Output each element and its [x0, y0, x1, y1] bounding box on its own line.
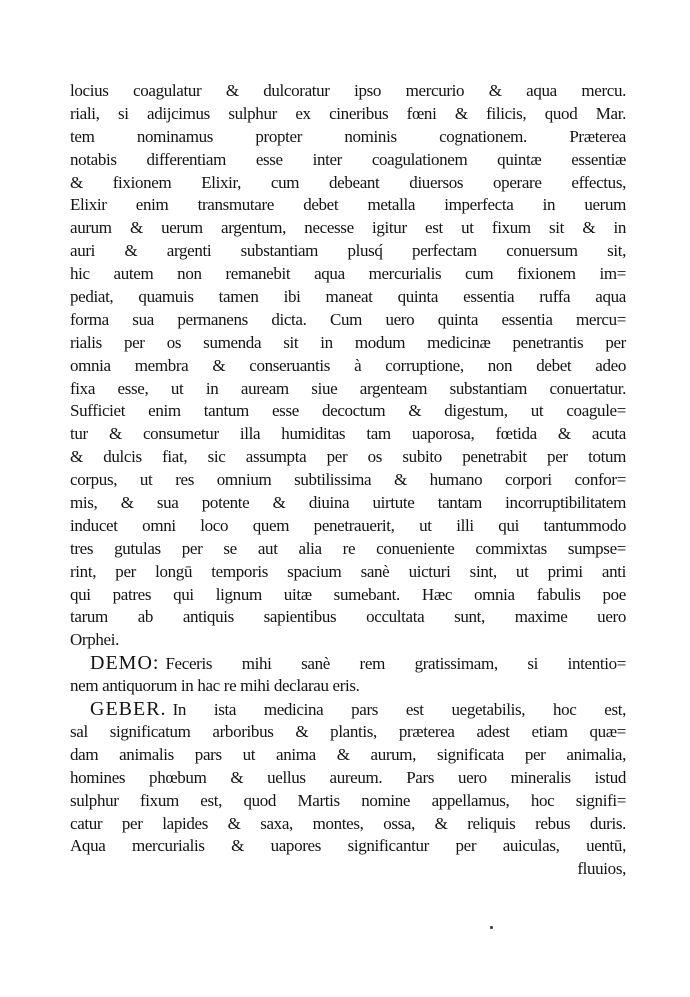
line-text: & fixionem Elixir, cum debeant diuersos operare effectus, — [70, 172, 626, 192]
line-text: Elixir enim transmutare debet metalla imperfecta in uerum — [70, 195, 626, 215]
text-line — [70, 423, 626, 446]
line-text: Aqua mercurialis & uapores significantur per auiculas, uentū, — [70, 836, 626, 856]
line-text: riali, si adijcimus sulphur ex cineribus fœni & filicis, quod Mar. — [70, 103, 626, 123]
line-text: homines phœbum & uellus aureum. Pars uero mineralis istud — [70, 767, 626, 787]
text-line — [70, 240, 626, 263]
text-line — [70, 217, 626, 240]
book-page-text — [70, 80, 626, 881]
line-text: nem antiquorum in hac re mihi declarau eris. — [70, 676, 360, 696]
speaker-name: GEBER. — [90, 698, 167, 721]
line-text: pediat, quamuis tamen ibi maneat quinta essentia ruffa aqua — [70, 287, 626, 307]
line-text: Orphei. — [70, 630, 120, 650]
ink-speck — [490, 926, 493, 929]
text-line — [70, 469, 626, 492]
text-line — [70, 378, 626, 401]
text-line — [70, 606, 626, 629]
text-line — [70, 126, 626, 149]
line-text: catur per lapides & saxa, montes, ossa, & reliquis rebus duris. — [70, 813, 626, 833]
text-line — [70, 744, 626, 767]
line-text: Sufficiet enim tantum esse decoctum & digestum, ut coagule= — [70, 401, 626, 421]
text-line — [70, 515, 626, 538]
text-line — [70, 194, 626, 217]
speaker-name: DEMO: — [90, 652, 160, 675]
line-text: sal significatum arboribus & plantis, præterea adest etiam quæ= — [70, 721, 626, 741]
line-text: Feceris mihi sanè rem gratissimam, si intentio= — [165, 654, 626, 674]
line-text: & dulcis fiat, sic assumpta per os subito penetrabit per totum — [70, 447, 626, 467]
text-line — [70, 309, 626, 332]
text-line — [70, 858, 626, 881]
line-text: tres gutulas per se aut alia re conueniente commixtas sumpse= — [70, 538, 626, 558]
text-line — [70, 584, 626, 607]
dialogue-line — [70, 652, 626, 675]
line-text: aurum & uerum argentum, necesse igitur est ut fixum sit & in — [70, 218, 626, 238]
line-text: mis, & sua potente & diuina uirtute tantam incorruptibilitatem — [70, 493, 626, 513]
text-line — [70, 400, 626, 423]
text-line — [70, 675, 626, 698]
text-line — [70, 767, 626, 790]
line-text: tur & consumetur illa humiditas tam uaporosa, fœtida & acuta — [70, 424, 626, 444]
line-text: omnia membra & conseruantis à corruptione, non debet adeo — [70, 355, 626, 375]
line-text: dam animalis pars ut anima & aurum, significata per animalia, — [70, 744, 626, 764]
line-text: In ista medicina pars est uegetabilis, hoc est, — [172, 700, 626, 720]
text-line — [70, 172, 626, 195]
line-text: forma sua permanens dicta. Cum uero quinta essentia mercu= — [70, 309, 626, 329]
text-line — [70, 103, 626, 126]
margin-smudge — [645, 68, 649, 80]
line-text: sulphur fixum est, quod Martis nomine appellamus, hoc signifi= — [70, 790, 626, 810]
text-line — [70, 561, 626, 584]
line-text: fluuios, — [577, 859, 626, 879]
line-text: inducet omni loco quem penetrauerit, ut illi qui tantummodo — [70, 515, 626, 535]
line-text: tarum ab antiquis sapientibus occultata sunt, maxime uero — [70, 607, 626, 627]
text-line — [70, 492, 626, 515]
text-line — [70, 538, 626, 561]
line-text: hic autem non remanebit aqua mercurialis cum fixionem im= — [70, 264, 626, 284]
line-text: corpus, ut res omnium subtilissima & humano corpori confor= — [70, 470, 626, 490]
text-line — [70, 835, 626, 858]
text-line — [70, 263, 626, 286]
dialogue-line — [70, 698, 626, 721]
line-text: locius coagulatur & dulcoratur ipso mercurio & aqua mercu. — [70, 81, 626, 100]
text-line — [70, 790, 626, 813]
line-text: rint, per longū temporis spacium sanè uicturi sint, ut primi anti — [70, 561, 626, 581]
line-text: rialis per os sumenda sit in modum medicinæ penetrantis per — [70, 332, 626, 352]
line-text: auri & argenti substantiam plusq́ perfectam conuersum sit, — [70, 241, 626, 261]
text-line — [70, 629, 626, 652]
text-line — [70, 149, 626, 172]
line-text: qui patres qui lignum uitæ sumebant. Hæc omnia fabulis poe — [70, 584, 626, 604]
text-line — [70, 80, 626, 103]
text-line — [70, 813, 626, 836]
text-line — [70, 355, 626, 378]
text-line — [70, 332, 626, 355]
line-text: tem nominamus propter nominis cognationem. Præterea — [70, 126, 626, 146]
line-text: notabis differentiam esse inter coagulationem quintæ essentiæ — [70, 149, 626, 169]
text-line — [70, 446, 626, 469]
text-line — [70, 286, 626, 309]
text-line — [70, 721, 626, 744]
line-text: fixa esse, ut in auream siue argenteam substantiam conuertatur. — [70, 378, 626, 398]
